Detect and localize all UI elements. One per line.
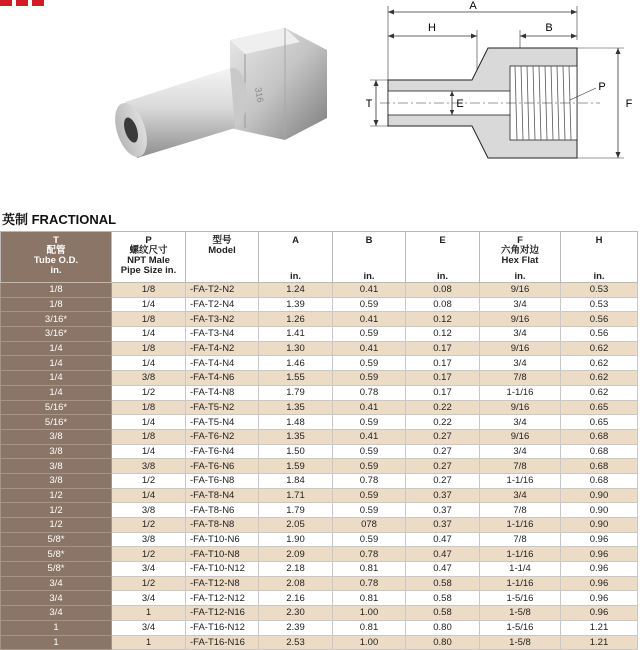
table-cell: 0.96 <box>561 547 638 562</box>
table-cell: 0.08 <box>406 297 480 312</box>
table-cell: 0.58 <box>406 576 480 591</box>
table-cell: 7/8 <box>480 532 561 547</box>
table-cell: 0.59 <box>333 327 406 342</box>
table-cell: 1/2 <box>112 576 186 591</box>
table-row <box>1 459 638 474</box>
table-cell: 0.58 <box>406 591 480 606</box>
table-cell: 0.37 <box>406 518 480 533</box>
table-cell: 2.08 <box>259 576 333 591</box>
column-header-7 <box>561 232 638 283</box>
table-cell: 3/8 <box>112 371 186 386</box>
table-row <box>1 606 638 621</box>
table-cell: 1/4 <box>112 356 186 371</box>
table-cell: 0.62 <box>561 385 638 400</box>
table-cell: 1-1/16 <box>480 547 561 562</box>
table-cell: 9/16 <box>480 429 561 444</box>
table-cell: 2.53 <box>259 635 333 650</box>
table-cell: 3/4 <box>112 591 186 606</box>
table-cell: 5/8* <box>1 562 112 577</box>
table-cell: -FA-T12-N16 <box>186 606 259 621</box>
table-cell: -FA-T5-N2 <box>186 400 259 415</box>
table-cell: 1.21 <box>561 620 638 635</box>
table-row <box>1 415 638 430</box>
table-row <box>1 371 638 386</box>
table-cell: 0.90 <box>561 503 638 518</box>
table-cell: 0.17 <box>406 341 480 356</box>
table-row <box>1 327 638 342</box>
table-cell: 0.27 <box>406 429 480 444</box>
table-cell: 2.16 <box>259 591 333 606</box>
table-row <box>1 635 638 650</box>
table-cell: 3/4 <box>112 620 186 635</box>
table-cell: 0.56 <box>561 327 638 342</box>
column-header-line: Hex Flat <box>501 255 539 266</box>
table-row <box>1 297 638 312</box>
table-cell: 1.90 <box>259 532 333 547</box>
table-row <box>1 547 638 562</box>
column-header-unit: in. <box>363 271 375 282</box>
table-cell: 0.78 <box>333 547 406 562</box>
table-cell: 0.53 <box>561 297 638 312</box>
table-cell: 0.37 <box>406 503 480 518</box>
label-e: E <box>456 98 464 110</box>
table-cell: 0.80 <box>406 635 480 650</box>
table-cell: 0.59 <box>333 297 406 312</box>
table-cell: 7/8 <box>480 503 561 518</box>
table-cell: -FA-T6-N2 <box>186 429 259 444</box>
table-cell: 0.59 <box>333 415 406 430</box>
table-cell: 1.41 <box>259 327 333 342</box>
table-cell: 0.47 <box>406 547 480 562</box>
table-cell: 0.62 <box>561 356 638 371</box>
table-cell: 1-1/16 <box>480 385 561 400</box>
column-header-line: 配管 <box>46 245 66 256</box>
product-engraving: 316 <box>253 86 266 104</box>
table-cell: 1-1/16 <box>480 576 561 591</box>
table-row <box>1 620 638 635</box>
table-cell: 1/2 <box>112 518 186 533</box>
table-cell: 5/16* <box>1 415 112 430</box>
table-cell: 0.53 <box>561 283 638 298</box>
table-cell: 1-1/16 <box>480 473 561 488</box>
table-cell: 1/4 <box>1 356 112 371</box>
column-header-line: E <box>439 235 446 246</box>
table-cell: -FA-T16-N16 <box>186 635 259 650</box>
table-row <box>1 488 638 503</box>
table-cell: 0.22 <box>406 400 480 415</box>
table-cell: -FA-T12-N8 <box>186 576 259 591</box>
table-row <box>1 283 638 298</box>
table-row <box>1 532 638 547</box>
table-cell: 1.24 <box>259 283 333 298</box>
table-cell: 0.78 <box>333 385 406 400</box>
table-cell: 0.59 <box>333 444 406 459</box>
table-cell: 0.17 <box>406 356 480 371</box>
table-cell: 0.68 <box>561 429 638 444</box>
table-cell: -FA-T5-N4 <box>186 415 259 430</box>
column-header-unit: in. <box>514 271 526 282</box>
table-cell: 3/4 <box>480 415 561 430</box>
table-cell: 3/16* <box>1 312 112 327</box>
table-cell: 1.50 <box>259 444 333 459</box>
table-cell: 1-1/4 <box>480 562 561 577</box>
table-cell: 1.21 <box>561 635 638 650</box>
table-cell: 7/8 <box>480 459 561 474</box>
table-cell: 0.96 <box>561 606 638 621</box>
table-cell: 1.35 <box>259 429 333 444</box>
table-cell: 1/2 <box>1 488 112 503</box>
table-cell: 0.41 <box>333 312 406 327</box>
table-cell: 0.96 <box>561 562 638 577</box>
table-cell: 0.58 <box>406 606 480 621</box>
table-cell: 1 <box>1 620 112 635</box>
column-header-line: Pipe Size in. <box>120 265 177 276</box>
table-cell: 1/8 <box>112 283 186 298</box>
table-cell: 0.41 <box>333 341 406 356</box>
column-header-3 <box>259 232 333 283</box>
table-cell: -FA-T4-N2 <box>186 341 259 356</box>
table-cell: 2.30 <box>259 606 333 621</box>
product-photo <box>95 10 330 185</box>
table-cell: -FA-T3-N4 <box>186 327 259 342</box>
table-cell: 1/4 <box>112 444 186 459</box>
table-cell: 1-5/16 <box>480 620 561 635</box>
table-cell: 1/4 <box>112 297 186 312</box>
table-cell: 1-5/8 <box>480 606 561 621</box>
column-header-line: NPT Male <box>127 255 170 266</box>
table-cell: 3/4 <box>480 297 561 312</box>
table-cell: -FA-T4-N4 <box>186 356 259 371</box>
table-cell: 3/8 <box>112 459 186 474</box>
table-row <box>1 562 638 577</box>
table-cell: -FA-T10-N8 <box>186 547 259 562</box>
table-cell: 0.65 <box>561 415 638 430</box>
table-cell: 3/8 <box>112 532 186 547</box>
table-cell: 0.68 <box>561 444 638 459</box>
column-header-line: T <box>53 235 59 246</box>
table-cell: 1.30 <box>259 341 333 356</box>
table-cell: 0.17 <box>406 371 480 386</box>
table-cell: 1/8 <box>1 297 112 312</box>
table-row <box>1 356 638 371</box>
table-cell: 9/16 <box>480 400 561 415</box>
table-cell: 0.22 <box>406 415 480 430</box>
table-cell: 1/4 <box>1 341 112 356</box>
table-cell: 1/2 <box>112 473 186 488</box>
table-cell: 0.59 <box>333 356 406 371</box>
column-header-4 <box>333 232 406 283</box>
table-cell: 0.78 <box>333 576 406 591</box>
table-row <box>1 473 638 488</box>
table-cell: -FA-T6-N8 <box>186 473 259 488</box>
table-cell: 0.41 <box>333 429 406 444</box>
table-cell: 0.81 <box>333 591 406 606</box>
table-cell: 1 <box>112 606 186 621</box>
table-row <box>1 341 638 356</box>
table-cell: 0.80 <box>406 620 480 635</box>
table-cell: 3/4 <box>112 562 186 577</box>
table-cell: 1/8 <box>112 429 186 444</box>
column-header-line: B <box>365 235 373 246</box>
table-cell: 9/16 <box>480 283 561 298</box>
table-cell: 0.59 <box>333 488 406 503</box>
table-cell: -FA-T4-N6 <box>186 371 259 386</box>
table-cell: 0.68 <box>561 473 638 488</box>
table-cell: -FA-T8-N8 <box>186 518 259 533</box>
column-header-line: P <box>145 235 152 246</box>
label-h: H <box>428 22 436 34</box>
table-cell: 3/4 <box>480 356 561 371</box>
table-cell: 0.90 <box>561 488 638 503</box>
table-cell: 3/4 <box>1 576 112 591</box>
table-cell: 1.35 <box>259 400 333 415</box>
table-cell: -FA-T3-N2 <box>186 312 259 327</box>
table-cell: 0.65 <box>561 400 638 415</box>
table-cell: 7/8 <box>480 371 561 386</box>
table-cell: -FA-T2-N4 <box>186 297 259 312</box>
table-cell: 1/8 <box>112 400 186 415</box>
table-cell: 1.39 <box>259 297 333 312</box>
table-row <box>1 385 638 400</box>
table-cell: 3/4 <box>480 488 561 503</box>
table-cell: 1.00 <box>333 635 406 650</box>
table-row <box>1 429 638 444</box>
table-cell: 1/8 <box>112 312 186 327</box>
table-cell: 1/4 <box>1 371 112 386</box>
table-cell: 0.81 <box>333 620 406 635</box>
column-header-line: A <box>292 235 299 246</box>
table-cell: 5/16* <box>1 400 112 415</box>
table-cell: 0.96 <box>561 576 638 591</box>
table-cell: 1-5/8 <box>480 635 561 650</box>
table-row <box>1 503 638 518</box>
table-cell: -FA-T6-N6 <box>186 459 259 474</box>
column-header-unit: in. <box>289 271 302 282</box>
table-cell: 0.68 <box>561 459 638 474</box>
table-cell: 0.27 <box>406 473 480 488</box>
table-header-row <box>1 232 638 283</box>
table-cell: -FA-T2-N2 <box>186 283 259 298</box>
table-cell: 2.39 <box>259 620 333 635</box>
column-header-unit: in. <box>436 271 449 282</box>
table-cell: 1/8 <box>112 341 186 356</box>
table-cell: -FA-T4-N8 <box>186 385 259 400</box>
column-header-line: F <box>517 235 523 246</box>
table-cell: -FA-T6-N4 <box>186 444 259 459</box>
table-cell: 9/16 <box>480 312 561 327</box>
table-cell: -FA-T10-N12 <box>186 562 259 577</box>
column-header-1 <box>112 232 186 283</box>
table-cell: 1.46 <box>259 356 333 371</box>
table-cell: 1/4 <box>112 415 186 430</box>
table-cell: 3/16* <box>1 327 112 342</box>
table-cell: 3/8 <box>1 429 112 444</box>
table-cell: 0.90 <box>561 518 638 533</box>
label-b: B <box>545 22 553 34</box>
column-header-unit: in. <box>593 271 605 282</box>
table-cell: 3/4 <box>1 591 112 606</box>
table-cell: 0.62 <box>561 341 638 356</box>
column-header-line: in. <box>50 265 62 276</box>
column-header-line: 型号 <box>212 235 232 246</box>
table-cell: 0.41 <box>333 400 406 415</box>
table-cell: 1.79 <box>259 503 333 518</box>
table-cell: 1.71 <box>259 488 333 503</box>
table-cell: 1/2 <box>1 503 112 518</box>
table-cell: 0.12 <box>406 327 480 342</box>
table-row <box>1 591 638 606</box>
column-header-0 <box>1 232 112 283</box>
column-header-line: 六角对边 <box>500 245 539 256</box>
table-cell: -FA-T12-N12 <box>186 591 259 606</box>
table-cell: 3/4 <box>480 444 561 459</box>
table-cell: 0.56 <box>561 312 638 327</box>
table-cell: 0.96 <box>561 532 638 547</box>
column-header-line: Model <box>208 245 236 256</box>
table-cell: 1/4 <box>1 385 112 400</box>
table-cell: 3/8 <box>1 473 112 488</box>
column-header-5 <box>406 232 480 283</box>
table-cell: 1-5/16 <box>480 591 561 606</box>
table-cell: 1/8 <box>1 283 112 298</box>
table-cell: 0.59 <box>333 371 406 386</box>
table-cell: 1/2 <box>112 547 186 562</box>
table-cell: 3/4 <box>480 327 561 342</box>
table-cell: 0.59 <box>333 503 406 518</box>
label-f: F <box>625 98 633 110</box>
table-cell: 0.62 <box>561 371 638 386</box>
table-cell: 1.48 <box>259 415 333 430</box>
column-header-line: Tube O.D. <box>33 255 79 266</box>
table-cell: 1-1/16 <box>480 518 561 533</box>
table-cell: 0.59 <box>333 459 406 474</box>
table-cell: -FA-T10-N6 <box>186 532 259 547</box>
table-cell: 1.26 <box>259 312 333 327</box>
table-cell: 1.79 <box>259 385 333 400</box>
table-cell: 0.59 <box>333 532 406 547</box>
table-cell: 1/2 <box>1 518 112 533</box>
table-cell: 0.17 <box>406 385 480 400</box>
table-cell: 2.05 <box>259 518 333 533</box>
table-cell: 0.47 <box>406 562 480 577</box>
table-cell: -FA-T8-N4 <box>186 488 259 503</box>
table-cell: 1/4 <box>112 488 186 503</box>
table-cell: 2.09 <box>259 547 333 562</box>
column-header-6 <box>480 232 561 283</box>
table-cell: 0.81 <box>333 562 406 577</box>
table-cell: 9/16 <box>480 341 561 356</box>
table-cell: 3/4 <box>1 606 112 621</box>
column-header-line: H <box>595 235 603 246</box>
table-cell: 3/8 <box>112 503 186 518</box>
column-header-2 <box>186 232 259 283</box>
table-cell: 3/8 <box>1 459 112 474</box>
label-p: P <box>598 81 606 93</box>
table-row <box>1 312 638 327</box>
table-cell: 0.96 <box>561 591 638 606</box>
table-cell: 0.78 <box>333 473 406 488</box>
table-cell: 1 <box>1 635 112 650</box>
brand-mark <box>0 0 60 6</box>
table-cell: 1/2 <box>112 385 186 400</box>
table-cell: 0.08 <box>406 283 480 298</box>
table-body <box>1 283 638 650</box>
spec-table <box>0 231 638 650</box>
table-cell: 1.59 <box>259 459 333 474</box>
table-cell: 5/8* <box>1 532 112 547</box>
table-cell: 0.27 <box>406 459 480 474</box>
table-cell: 0.27 <box>406 444 480 459</box>
label-t: T <box>365 98 373 110</box>
section-title: 英制 FRACTIONAL <box>2 212 117 227</box>
table-cell: 1/4 <box>112 327 186 342</box>
table-cell: 1.55 <box>259 371 333 386</box>
table-row <box>1 518 638 533</box>
table-cell: 1.84 <box>259 473 333 488</box>
table-cell: 0.37 <box>406 488 480 503</box>
table-row <box>1 400 638 415</box>
table-cell: -FA-T8-N6 <box>186 503 259 518</box>
table-row <box>1 576 638 591</box>
table-cell: 0.41 <box>333 283 406 298</box>
table-cell: 3/8 <box>1 444 112 459</box>
dimension-drawing <box>360 0 640 170</box>
table-cell: 078 <box>333 518 406 533</box>
table-cell: 2.18 <box>259 562 333 577</box>
table-cell: 5/8* <box>1 547 112 562</box>
column-header-line: 螺纹尺寸 <box>129 245 168 256</box>
table-cell: 1 <box>112 635 186 650</box>
table-cell: -FA-T16-N12 <box>186 620 259 635</box>
table-cell: 0.12 <box>406 312 480 327</box>
table-row <box>1 444 638 459</box>
table-cell: 1.00 <box>333 606 406 621</box>
label-a: A <box>469 0 477 12</box>
table-cell: 0.47 <box>406 532 480 547</box>
